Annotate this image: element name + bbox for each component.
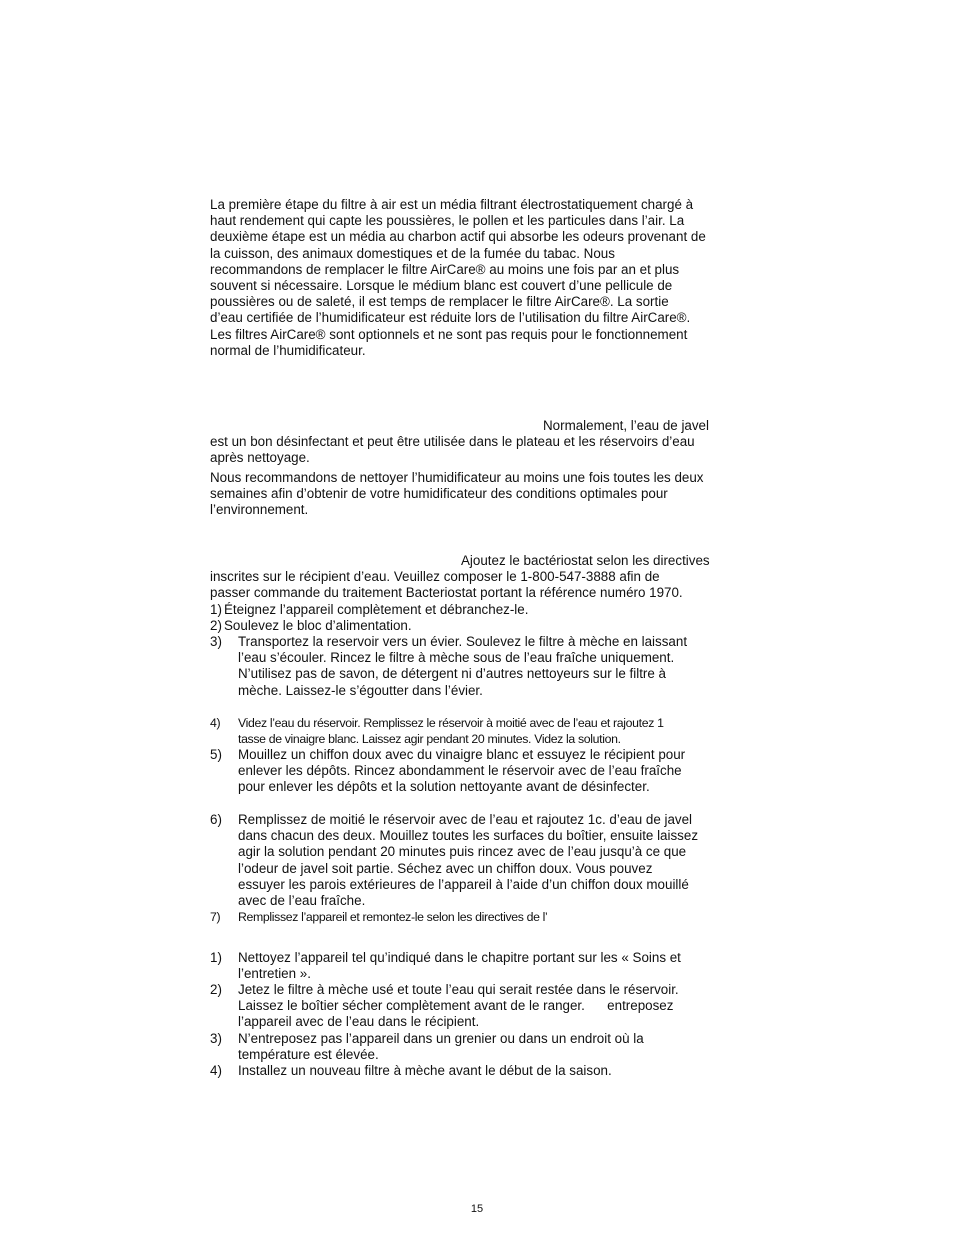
text-line: poussières ou de saleté, il est temps de remplacer le filtre AirCare®. La sortie: [210, 294, 669, 310]
text-line: Normalement, l’eau de javel: [543, 418, 709, 433]
page-number: 15: [470, 1203, 484, 1215]
text-line: après nettoyage.: [210, 450, 310, 466]
list-number: 5): [210, 747, 222, 762]
list-number: 2): [210, 618, 222, 633]
text-line: Nettoyez l’appareil tel qu’indiqué dans le chapitre portant sur les « Soins et: [238, 950, 681, 965]
text-line: Ajoutez le bactériostat selon les directives: [461, 553, 710, 568]
text-line: Les filtres AirCare® sont optionnels et ne sont pas requis pour le fonctionnement: [210, 326, 688, 342]
text-line: avec de l’eau fraîche.: [238, 893, 366, 909]
list-number: 4): [210, 716, 221, 730]
text-line: Remplissez l’appareil et remontez-le selon les directives de l’: [238, 910, 548, 924]
text-line: souvent si nécessaire. Lorsque le médium blanc est couvert d’une pellicule de: [210, 278, 673, 294]
list-number: 3): [210, 1031, 222, 1046]
text-line: inscrites sur le récipient d’eau. Veuillez composer le 1-800-547-3888 afin de: [210, 569, 660, 585]
list-text: [238, 1063, 612, 1079]
text-line: la cuisson, des animaux domestiques et de la fumée du tabac. Nous: [210, 245, 615, 261]
text-line: d’eau certifiée de l’humidificateur est réduite lors de l’utilisation du filtre AirCare®.: [210, 310, 691, 326]
list-text: [238, 747, 685, 796]
list-number: 1): [210, 602, 222, 617]
list-number: 6): [210, 812, 222, 827]
text-line: enlever les dépôts. Rincez abondamment le réservoir avec de l’eau fraîche: [238, 763, 682, 779]
text-line: est un bon désinfectant et peut être utilisée dans le plateau et les réservoirs d’eau: [210, 434, 695, 450]
text-line: l’environnement.: [210, 502, 309, 518]
list-text: [238, 715, 664, 747]
list-text: [238, 634, 687, 699]
list-text: [238, 982, 679, 1031]
list-text: [238, 1031, 644, 1063]
text-line: Jetez le filtre à mèche usé et toute l’eau qui serait restée dans le réservoir.: [238, 982, 679, 997]
list-text: [224, 618, 412, 634]
text-line: La première étape du filtre à air est un média filtrant électrostatiquement chargé à: [210, 197, 694, 212]
text-line: pour enlever les dépôts et la solution nettoyante avant de désinfecter.: [238, 779, 650, 795]
list-number: 3): [210, 634, 222, 649]
list-number: 2): [210, 982, 222, 997]
text-line: deuxième étape est un média au charbon actif qui absorbe les odeurs provenant de: [210, 229, 706, 245]
text-line: Videz l’eau du réservoir. Remplissez le réservoir à moitié avec de l’eau et rajoutez 1: [238, 716, 664, 730]
text-line: Éteignez l’appareil complètement et débranchez-le.: [224, 602, 529, 617]
text-line: semaines afin d’obtenir de votre humidificateur des conditions optimales pour: [210, 486, 668, 502]
text-line: l’odeur de javel soit partie. Séchez avec un chiffon doux. Vous pouvez: [238, 860, 653, 876]
aircare-filter-paragraph: [210, 197, 740, 359]
list-number: 4): [210, 1063, 222, 1078]
cleaning-frequency-paragraph: [210, 470, 740, 519]
text-line: N’entreposez pas l’appareil dans un grenier ou dans un endroit où la: [238, 1031, 644, 1046]
text-line: Soulevez le bloc d’alimentation.: [224, 618, 412, 633]
text-line: Installez un nouveau filtre à mèche avant le début de la saison.: [238, 1063, 612, 1078]
text-line: passer commande du traitement Bacteriostat portant la référence numéro 1970.: [210, 585, 683, 601]
text-line: essuyer les parois extérieures de l’appareil à l’aide d’un chiffon doux mouillé: [238, 876, 689, 892]
list-text: [238, 812, 698, 909]
text-line: l’entretien ».: [238, 966, 311, 982]
text-line: normal de l’humidificateur.: [210, 342, 366, 358]
text-line: Transportez la reservoir vers un évier. Soulevez le filtre à mèche en laissant: [238, 634, 688, 649]
text-line: dans chacun des deux. Mouillez toutes les surfaces du boîtier, ensuite laissez: [238, 828, 699, 844]
text-line: Nous recommandons de nettoyer l’humidificateur au moins une fois toutes les deux: [210, 470, 704, 485]
list-number: 1): [210, 950, 222, 965]
text-line: Remplissez de moitié le réservoir avec de l’eau et rajoutez 1c. d’eau de javel: [238, 812, 693, 827]
text-line: haut rendement qui capte les poussières, le pollen et les particules dans l’air. La: [210, 213, 685, 229]
text-line: Laissez le boîtier sécher complètement avant de le ranger. entreposez: [238, 998, 674, 1014]
list-number: 7): [210, 910, 221, 924]
list-text: [238, 909, 547, 925]
text-line: agir la solution pendant 20 minutes puis rincez avec de l’eau jusqu’à ce que: [238, 844, 687, 860]
text-line: tasse de vinaigre blanc. Laissez agir pendant 20 minutes. Videz la solution.: [238, 732, 621, 747]
bacteriostat-paragraph: [210, 553, 740, 602]
text-line: l’eau s’écouler. Rincez le filtre à mèche sous de l’eau fraîche uniquement.: [238, 650, 675, 666]
text-line: N’utilisez pas de savon, de détergent ni d’autres nettoyeurs sur le filtre à: [238, 666, 666, 682]
text-line: Mouillez un chiffon doux avec du vinaigre blanc et essuyez le récipient pour: [238, 747, 686, 762]
list-text: [224, 602, 528, 618]
text-line: température est élevée.: [238, 1047, 379, 1063]
bleach-paragraph: [210, 418, 740, 467]
text-line: l’appareil avec de l’eau dans le récipient.: [238, 1014, 480, 1030]
text-line: recommandons de remplacer le filtre AirCare® au moins une fois par an et plus: [210, 261, 680, 277]
list-text: [238, 950, 681, 982]
text-line: mèche. Laissez-le s’égoutter dans l’évier.: [238, 682, 483, 698]
